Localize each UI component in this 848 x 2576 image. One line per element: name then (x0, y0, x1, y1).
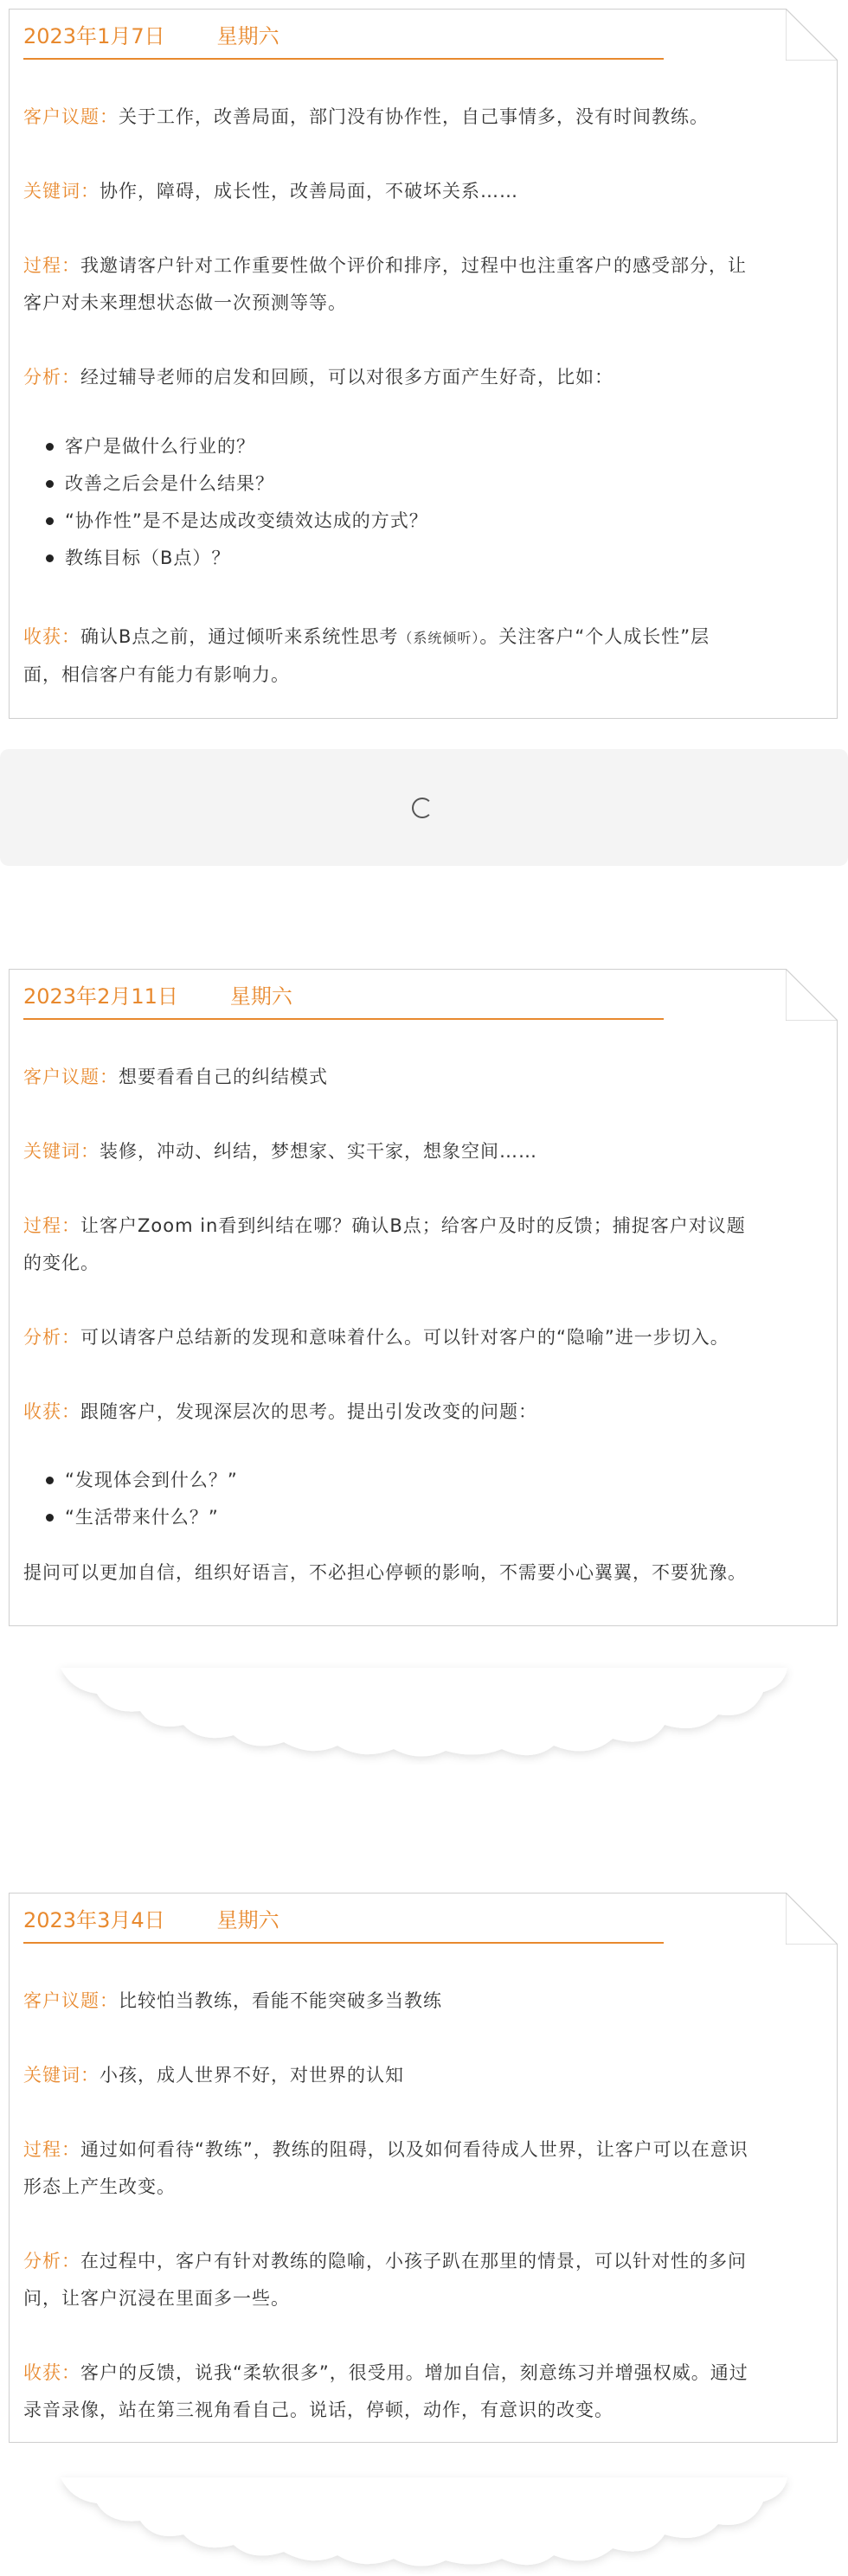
entry-date-header (23, 985, 664, 1020)
analysis-label: 分析： (23, 2251, 80, 2272)
topic-label: 客户议题： (23, 106, 119, 127)
closing-text: 提问可以更加自信，组织好语言，不必担心停顿的影响，不需要小心翼翼，不要犹豫。 (23, 1562, 747, 1583)
gain-text-line2: 面，相信客户有能力有影响力。 (23, 664, 290, 685)
gain-text-line1: 确认B点之前，通过倾听来系统性思考 (80, 626, 399, 647)
cloud-divider-graphic (52, 1652, 796, 1765)
page-fold-corner (786, 9, 838, 61)
topic-label: 客户议题： (23, 1990, 119, 2011)
analysis-label: 分析： (23, 1327, 80, 1348)
keywords-text: 小孩，成人世界不好，对世界的认知 (100, 2065, 404, 2086)
process-text-line2: 形态上产生改变。 (23, 2176, 176, 2197)
process-paragraph (23, 247, 828, 322)
entry-date: 2023年1月7日 (23, 24, 165, 48)
gain-label: 收获： (23, 626, 80, 647)
topic-text: 想要看看自己的纠结模式 (119, 1067, 328, 1087)
keywords-paragraph (23, 1133, 828, 1170)
process-paragraph (23, 2131, 828, 2206)
gain-text-line2: 录音录像，站在第三视角看自己。说话，停顿，动作，有意识的改变。 (23, 2400, 614, 2420)
page-fold-corner (786, 1893, 838, 1945)
keywords-text: 装修，冲动、纠结，梦想家、实干家，想象空间…… (100, 1141, 537, 1162)
analysis-text: 经过辅导老师的启发和回顾，可以对很多方面产生好奇，比如： (80, 367, 614, 388)
topic-label: 客户议题： (23, 1067, 119, 1087)
analysis-label: 分析： (23, 367, 80, 388)
keywords-label: 关键词： (23, 2065, 100, 2086)
loading-spinner-icon (412, 798, 433, 818)
entry-weekday: 星期六 (216, 24, 279, 48)
gain-text: 跟随客户，发现深层次的思考。提出引发改变的问题： (80, 1401, 537, 1422)
entry-date: 2023年3月4日 (23, 1908, 165, 1932)
keywords-paragraph (23, 2057, 828, 2094)
topic-text: 比较怕当教练，看能不能突破多当教练 (119, 1990, 442, 2011)
process-text-line2: 客户对未来理想状态做一次预测等等。 (23, 292, 347, 313)
bullet-list (65, 1462, 826, 1536)
gain-text-line1-end: 。关注客户“个人成长性”层 (479, 626, 710, 647)
process-text-line1: 让客户Zoom in看到纠结在哪？确认B点；给客户及时的反馈；捕捉客户对议题 (80, 1215, 746, 1236)
process-paragraph (23, 1208, 828, 1282)
analysis-paragraph (23, 1319, 828, 1356)
list-item: 教练目标（B点）？ (65, 540, 826, 577)
analysis-paragraph (23, 359, 828, 396)
analysis-text: 可以请客户总结新的发现和意味着什么。可以针对客户的“隐喻”进一步切入。 (80, 1327, 729, 1348)
topic-text: 关于工作，改善局面，部门没有协作性，自己事情多，没有时间教练。 (119, 106, 709, 127)
image-loading-placeholder (0, 749, 848, 866)
keywords-label: 关键词： (23, 181, 100, 202)
keywords-label: 关键词： (23, 1141, 100, 1162)
closing-paragraph (23, 1554, 828, 1592)
list-item: “协作性”是不是达成改变绩效达成的方式？ (65, 503, 826, 540)
topic-paragraph (23, 1983, 828, 2020)
entry-card (9, 1893, 838, 2443)
entry-card (9, 969, 838, 1626)
entry-card (9, 9, 838, 719)
analysis-text-line1: 在过程中，客户有针对教练的隐喻，小孩子趴在那里的情景，可以针对性的多问 (80, 2251, 747, 2272)
list-item: 改善之后会是什么结果？ (65, 465, 826, 503)
analysis-paragraph (23, 2243, 828, 2317)
entry-date: 2023年2月11日 (23, 984, 178, 1009)
entry-date-header (23, 25, 664, 60)
list-item: 客户是做什么行业的？ (65, 428, 826, 465)
page-fold-corner (786, 969, 838, 1021)
analysis-text-line2: 问，让客户沉浸在里面多一些。 (23, 2288, 290, 2309)
process-text-line1: 我邀请客户针对工作重要性做个评价和排序，过程中也注重客户的感受部分，让 (80, 255, 747, 276)
process-text-line2: 的变化。 (23, 1253, 100, 1273)
gain-label: 收获： (23, 2362, 80, 2383)
keywords-paragraph (23, 173, 828, 210)
cloud-divider-graphic (52, 2462, 796, 2574)
gain-label: 收获： (23, 1401, 80, 1422)
keywords-text: 协作，障碍，成长性，改善局面，不破坏关系…… (100, 181, 518, 202)
bullet-list (65, 428, 826, 577)
gain-paragraph (23, 1394, 828, 1431)
list-item: “生活带来什么？” (65, 1499, 826, 1536)
entry-weekday: 星期六 (216, 1908, 279, 1932)
gain-paragraph (23, 2355, 828, 2429)
topic-paragraph (23, 99, 828, 136)
process-label: 过程： (23, 1215, 80, 1236)
topic-paragraph (23, 1059, 828, 1096)
process-text-line1: 通过如何看待“教练”，教练的阻碍，以及如何看待成人世界，让客户可以在意识 (80, 2139, 748, 2160)
gain-text-line1: 客户的反馈，说我“柔软很多”，很受用。增加自信，刻意练习并增强权威。通过 (80, 2362, 748, 2383)
process-label: 过程： (23, 255, 80, 276)
list-item: “发现体会到什么？” (65, 1462, 826, 1499)
gain-small-note: （系统倾听） (398, 630, 480, 646)
gain-paragraph (23, 618, 828, 694)
process-label: 过程： (23, 2139, 80, 2160)
entry-weekday: 星期六 (229, 984, 292, 1009)
entry-date-header (23, 1909, 664, 1944)
